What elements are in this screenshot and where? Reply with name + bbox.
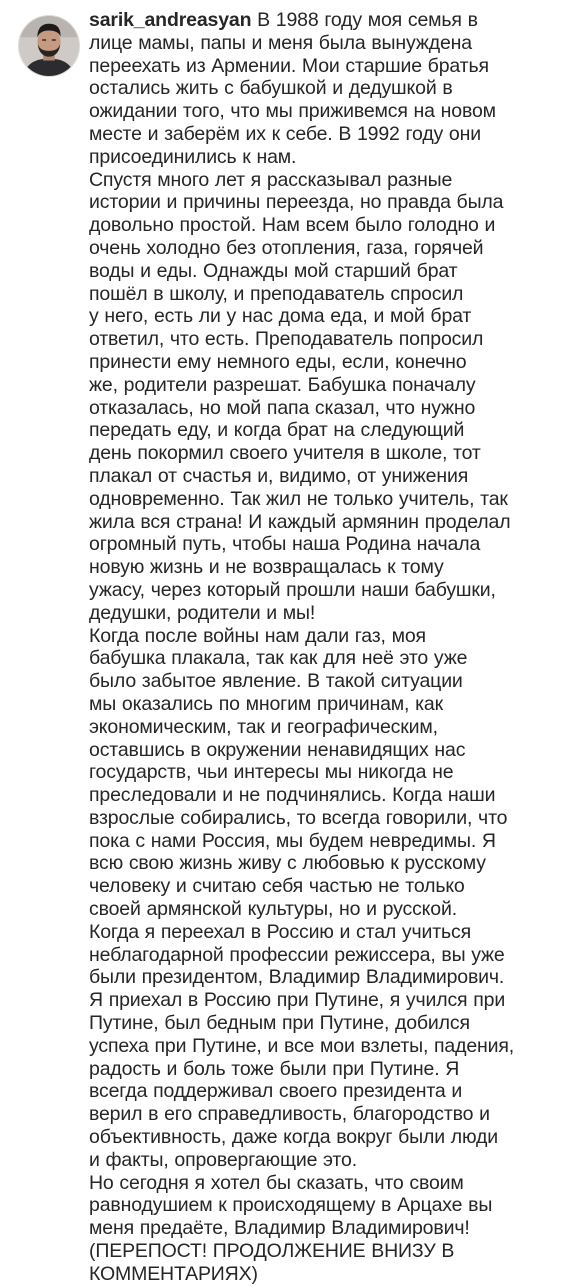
caption-line: преследовали и не подчинялись. Когда наши <box>89 784 496 807</box>
caption-text <box>89 9 557 1286</box>
caption-line: истории и причины переезда, но правда была <box>89 191 504 214</box>
caption-line: ответил, что есть. Преподаватель попросил <box>89 328 484 351</box>
caption-line: переехать из Армении. Мои старшие братья <box>89 54 489 77</box>
caption-line: всю свою жизнь живу с любовью к русскому <box>89 852 486 875</box>
caption-line: неблагодарной профессии режиссера, вы уже <box>89 943 505 966</box>
caption-line: у него, есть ли у нас дома еда, и мой брат <box>89 305 472 328</box>
caption-line: Когда я переехал в Россию и стал учиться <box>89 920 472 943</box>
username-link[interactable]: sarik_andreasyan <box>89 9 252 31</box>
caption-line: было забытое явление. В такой ситуации <box>89 670 463 693</box>
caption-line: же, родители разрешат. Бабушка поначалу <box>89 373 476 396</box>
caption-lines <box>89 32 557 1286</box>
caption-line: пошёл в школу, и преподаватель спросил <box>89 282 464 305</box>
caption-line: ужасу, через который прошли наши бабушки, <box>89 578 496 601</box>
caption-line: остались жить с бабушкой и дедушкой в <box>89 77 453 100</box>
caption-line: бабушка плакала, так как для неё это уже <box>89 647 468 670</box>
caption-line: дедушки, родители и мы! <box>89 601 316 624</box>
caption-line: довольно простой. Нам всем было голодно и <box>89 214 496 237</box>
caption-line: взрослые собирались, то всегда говорили, что <box>89 806 508 829</box>
caption-line: одновременно. Так жил не только учитель, так <box>89 487 508 510</box>
avatar[interactable] <box>18 15 80 77</box>
caption-line: очень холодно без отопления, газа, горячей <box>89 236 484 259</box>
caption-line: мы оказались по многим причинам, как <box>89 692 443 715</box>
caption-line: Путине, был бедным при Путине, добился <box>89 1012 470 1035</box>
caption-line: Но сегодня я хотел бы сказать, что своим <box>89 1171 464 1194</box>
caption-line: отказалась, но мой папа сказал, что нужно <box>89 396 476 419</box>
caption-line: государств, чьи интересы мы никогда не <box>89 761 454 784</box>
caption-line: всегда поддерживал своего президента и <box>89 1080 463 1103</box>
caption-line: Спустя много лет я рассказывал разные <box>89 168 453 191</box>
caption-line: огромный путь, чтобы наша Родина начала <box>89 533 481 556</box>
caption-first-line <box>89 9 557 32</box>
caption-line: успеха при Путине, и все мои взлеты, падения, <box>89 1034 515 1057</box>
caption-line: экономическим, так и географическим, <box>89 715 438 738</box>
caption-line: ожидании того, что мы приживемся на новом <box>89 100 496 123</box>
caption-line: оставшись в окружении ненавидящих нас <box>89 738 466 761</box>
caption-line: (ПЕРЕПОСТ! ПРОДОЛЖЕНИЕ ВНИЗУ В <box>89 1240 455 1263</box>
caption-line: воды и еды. Однажды мой старший брат <box>89 259 458 282</box>
caption-line: месте и заберём их к себе. В 1992 году они <box>89 122 481 145</box>
caption-line: принести ему немного еды, если, конечно <box>89 350 467 373</box>
caption-line: пока с нами Россия, мы будем невредимы. Я <box>89 829 496 852</box>
caption-line: и факты, опровергающие это. <box>89 1148 357 1171</box>
caption-line: КОММЕНТАРИЯХ) <box>89 1262 258 1285</box>
caption-line: были президентом, Владимир Владимирович. <box>89 966 505 989</box>
caption-line: Когда после войны нам дали газ, моя <box>89 624 426 647</box>
caption-line: верил в его справедливость, благородство и <box>89 1103 490 1126</box>
caption-line: объективность, даже когда вокруг были люди <box>89 1126 498 1149</box>
caption-line: передать еду, и когда брат на следующий <box>89 419 465 442</box>
caption-line: лице мамы, папы и меня была вынуждена <box>89 31 472 54</box>
caption-line: меня предаёте, Владимир Владимирович! <box>89 1217 470 1240</box>
caption-line: Я приехал в Россию при Путине, я учился при <box>89 989 506 1012</box>
caption-line: день покормил своего учителя в школе, тот <box>89 442 481 465</box>
caption-line: присоединились к нам. <box>89 145 297 168</box>
caption-line: равнодушием к происходящему в Арцахе вы <box>89 1194 493 1217</box>
caption-first-line-text: В 1988 году моя семья в <box>251 9 478 31</box>
caption-line: человеку и считаю себя частью не только <box>89 875 465 898</box>
caption-line: жила вся страна! И каждый армянин проделал <box>89 510 511 533</box>
caption-line: радость и боль тоже были при Путине. Я <box>89 1057 460 1080</box>
caption-line: новую жизнь и не возвращалась к тому <box>89 556 444 579</box>
caption-line: своей армянской культуры, но и русской. <box>89 898 457 921</box>
profile-photo <box>19 16 79 76</box>
caption-line: плакал от счастья и, видимо, от унижения <box>89 464 469 487</box>
